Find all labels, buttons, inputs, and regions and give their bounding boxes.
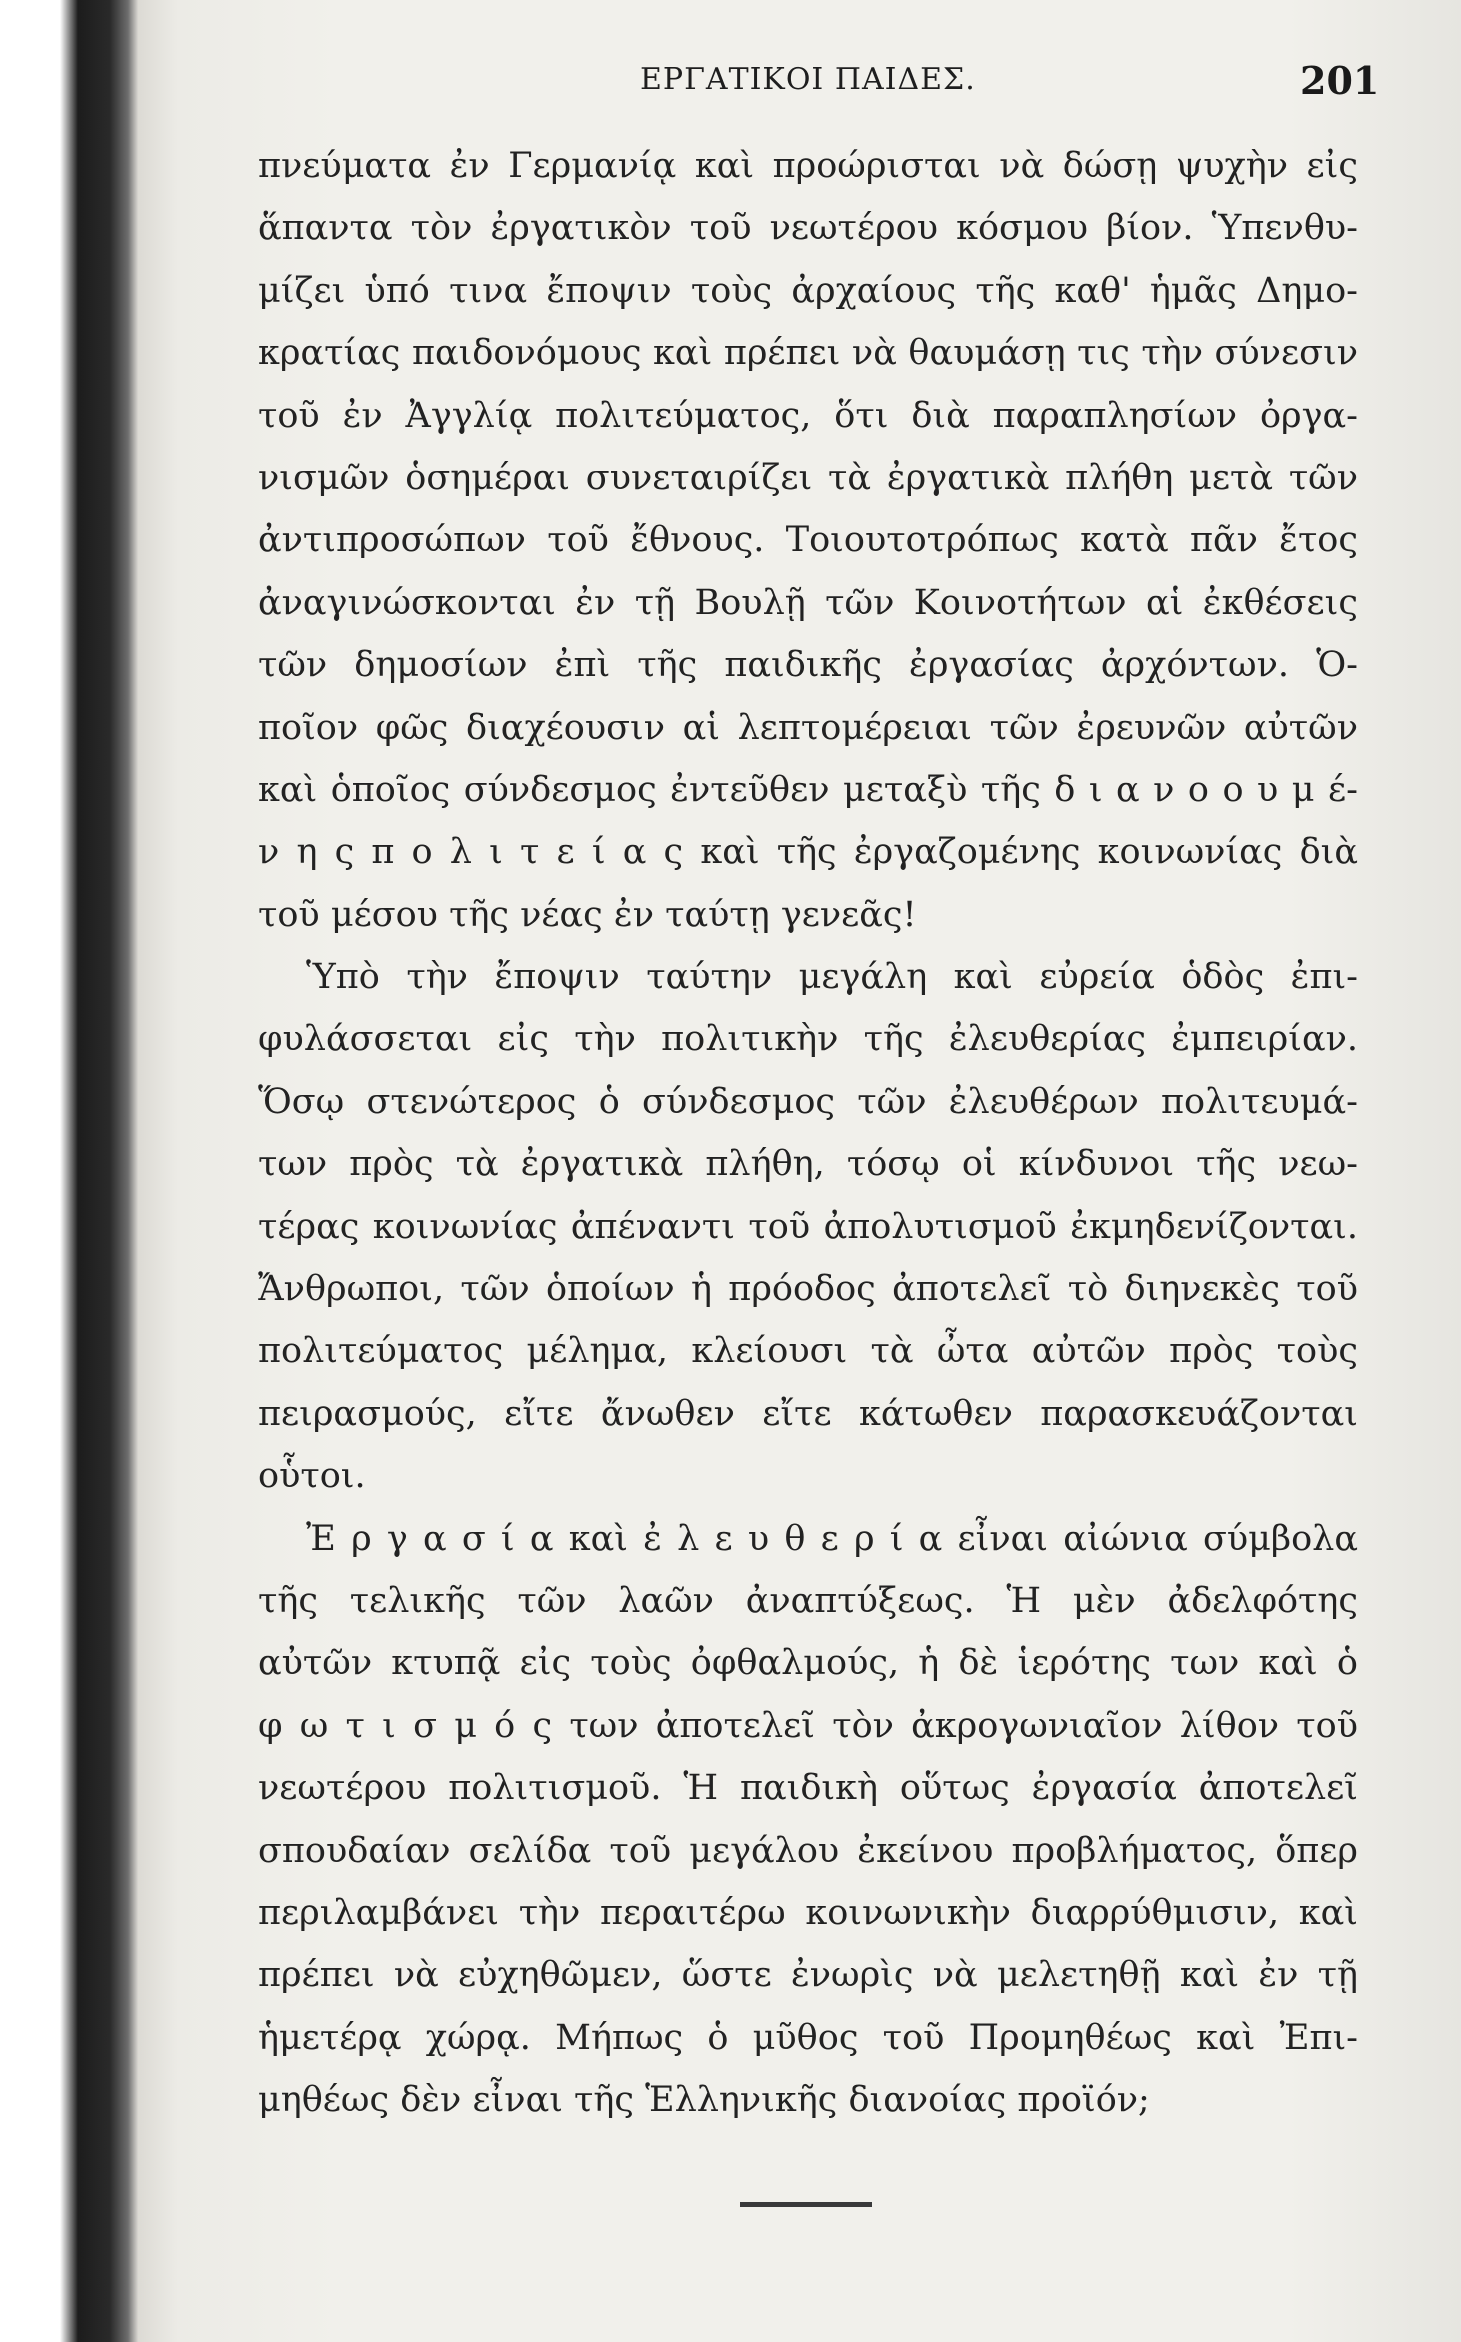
text-line: νισμῶν ὁσημέραι συνεταιρίζει τὰ ἐργατικὰ πλήθη μετὰ τῶν <box>258 457 1358 498</box>
text-line: τέρας κοινωνίας ἀπέναντι τοῦ ἀπολυτισμοῦ ἐκμηδενίζονται. <box>258 1206 1358 1247</box>
text-line: φυλάσσεται εἰς τὴν πολιτικὴν τῆς ἐλευθερίας ἐμπειρίαν. <box>258 1019 1358 1060</box>
text-line: Ὑπὸ τὴν ἔποψιν ταύτην μεγάλη καὶ εὐρεία ὁδὸς ἐπι- <box>306 957 1358 998</box>
text-line: τῆς τελικῆς τῶν λαῶν ἀναπτύξεως. Ἡ μὲν ἀδελφότης <box>258 1580 1358 1621</box>
text-line: νεωτέρου πολιτισμοῦ. Ἡ παιδικὴ οὕτως ἐργασία ἀποτελεῖ <box>258 1768 1358 1809</box>
text-line: ποῖον φῶς διαχέουσιν αἱ λεπτομέρειαι τῶν ἐρευνῶν αὐτῶν <box>258 707 1358 748</box>
end-rule-divider <box>740 2202 872 2207</box>
text-line: τοῦ ἐν Ἀγγλίᾳ πολιτεύματος, ὅτι διὰ παραπλησίων ὀργα- <box>258 395 1358 436</box>
text-line: πειρασμούς, εἴτε ἄνωθεν εἴτε κάτωθεν παρασκευάζονται <box>258 1393 1358 1434</box>
running-head: ΕΡΓΑΤΙΚΟΙ ΠΑΙΔΕΣ. <box>640 62 976 97</box>
text-line: μίζει ὑπό τινα ἔποψιν τοὺς ἀρχαίους τῆς καθ' ἡμᾶς Δημο- <box>258 270 1358 311</box>
text-line: Ἐ ρ γ α σ ί α καὶ ἐ λ ε υ θ ε ρ ί α εἶναι αἰώνια σύμβολα <box>306 1518 1358 1559</box>
text-line: αὐτῶν κτυπᾷ εἰς τοὺς ὀφθαλμούς, ἡ δὲ ἱερότης των καὶ ὁ <box>258 1643 1358 1684</box>
book-binding-gutter <box>0 0 138 2342</box>
text-line: Ὅσῳ στενώτερος ὁ σύνδεσμος τῶν ἐλευθέρων πολιτευμά- <box>258 1081 1358 1122</box>
text-line: πρέπει νὰ εὐχηθῶμεν, ὥστε ἐνωρὶς νὰ μελετηθῇ καὶ ἐν τῇ <box>258 1955 1358 1996</box>
text-line: κρατίας παιδονόμους καὶ πρέπει νὰ θαυμάσῃ τις τὴν σύνεσιν <box>258 333 1358 374</box>
body-text <box>258 135 1358 2132</box>
text-line: τῶν δημοσίων ἐπὶ τῆς παιδικῆς ἐργασίας ἀρχόντων. Ὁ- <box>258 645 1358 686</box>
text-line: πολιτεύματος μέλημα, κλείουσι τὰ ὦτα αὐτῶν πρὸς τοὺς <box>258 1331 1358 1372</box>
text-line: πνεύματα ἐν Γερμανίᾳ καὶ προώρισται νὰ δώσῃ ψυχὴν εἰς <box>258 146 1358 186</box>
text-line: ἀναγινώσκονται ἐν τῇ Βουλῇ τῶν Κοινοτήτων αἱ ἐκθέσεις <box>258 582 1358 623</box>
text-line: οὗτοι. <box>258 1456 366 1497</box>
text-line: των πρὸς τὰ ἐργατικὰ πλήθη, τόσῳ οἱ κίνδυνοι τῆς νεω- <box>258 1144 1358 1185</box>
text-line: ἅπαντα τὸν ἐργατικὸν τοῦ νεωτέρου κόσμου βίον. Ὑπενθυ- <box>258 208 1358 249</box>
text-line: τοῦ μέσου τῆς νέας ἐν ταύτῃ γενεᾶς! <box>258 894 917 935</box>
text-line: ἀντιπροσώπων τοῦ ἔθνους. Τοιουτοτρόπως κατὰ πᾶν ἔτος <box>258 520 1358 561</box>
text-line: περιλαμβάνει τὴν περαιτέρω κοινωνικὴν διαρρύθμισιν, καὶ <box>258 1892 1358 1933</box>
text-line: σπουδαίαν σελίδα τοῦ μεγάλου ἐκείνου προβλήματος, ὅπερ <box>258 1830 1358 1871</box>
text-line: φ ω τ ι σ μ ό ς των ἀποτελεῖ τὸν ἀκρογωνιαῖον λίθον τοῦ <box>258 1705 1358 1746</box>
text-line: ν η ς π ο λ ι τ ε ί α ς καὶ τῆς ἐργαζομένης κοινωνίας διὰ <box>258 832 1358 873</box>
text-line: Ἄνθρωποι, τῶν ὁποίων ἡ πρόοδος ἀποτελεῖ τὸ διηνεκὲς τοῦ <box>258 1269 1358 1310</box>
text-line: ἡμετέρᾳ χώρᾳ. Μήπως ὁ μῦθος τοῦ Προμηθέως καὶ Ἐπι- <box>258 2017 1358 2058</box>
text-line: μηθέως δὲν εἶναι τῆς Ἑλληνικῆς διανοίας προϊόν; <box>258 2080 1150 2121</box>
text-line: καὶ ὁποῖος σύνδεσμος ἐντεῦθεν μεταξὺ τῆς δ ι α ν ο ο υ μ έ- <box>258 769 1358 810</box>
page-number: 201 <box>1300 58 1380 103</box>
